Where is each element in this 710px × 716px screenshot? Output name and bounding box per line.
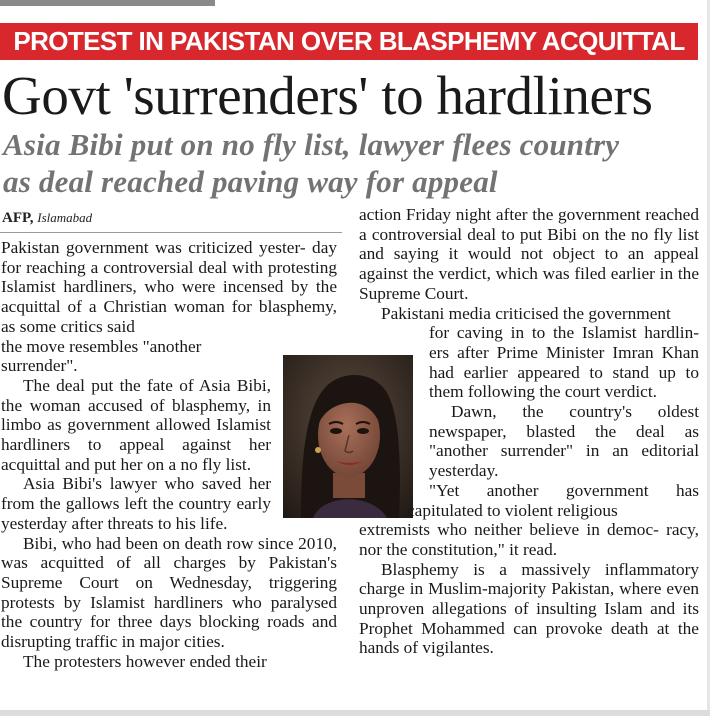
- paragraph: The protesters however ended their: [23, 651, 267, 671]
- byline-rule: [0, 232, 342, 233]
- bottom-border: [0, 710, 710, 716]
- paragraph: "Yet another government has capitulated to violent religious extremists who neither believe in democ- racy, nor the constitution," it read.: [359, 480, 699, 559]
- deck-line: as deal reached paving way for appeal: [3, 164, 498, 199]
- headline: Govt 'surrenders' to hardliners: [2, 65, 653, 126]
- paragraph: Pakistani media criticised the government: [381, 303, 671, 323]
- paragraph: Bibi, who had been on death row since 2010, was acquitted of all charges by Pakistan's Supreme Court on Wednesday, triggering protests by Islamist hardliners who paralysed the country for three days blocking roads and disrupting traffic in major cities.: [1, 533, 337, 652]
- paragraph: Pakistan government was criticized yester- day for reaching a controversial deal with protesting Islamist hardliners, who were incensed by the acquittal of a Christian woman for blasphemy, as some critics said the move resembles "another surrender".: [1, 238, 338, 376]
- byline-place: Islamabad: [37, 210, 93, 225]
- paragraph: for caving in to the Islamist hardlin- ers after Prime Minister Imran Khan had earlier appeared to stand up to them following the court verdict.: [429, 323, 699, 402]
- byline-agency: AFP,: [2, 210, 34, 226]
- paragraph: action Friday night after the government reached a controversial deal to put Bibi on the no fly list and saying it would not object to an appeal against the verdict, which was filed earlier in the Supreme Court.: [359, 205, 699, 303]
- top-border: [0, 0, 215, 6]
- byline: [2, 210, 92, 227]
- paragraph: Dawn, the country's oldest newspaper, blasted the deal as "another surrender" in an editorial yesterday.: [429, 402, 699, 481]
- deck: [3, 126, 693, 200]
- paragraph: Asia Bibi's lawyer who saved her from the gallows left the country early yesterday after threats to his life.: [1, 474, 271, 533]
- kicker-banner: PROTEST IN PAKISTAN OVER BLASPHEMY ACQUITTAL: [0, 23, 698, 60]
- paragraph: Blasphemy is a massively inflammatory charge in Muslim-majority Pakistan, where even unproven allegations of insulting Islam and its Prophet Mohammed can provoke death at the hands of vigilantes.: [359, 559, 700, 658]
- deck-line: Asia Bibi put on no fly list, lawyer flees country: [3, 127, 620, 162]
- paragraph: The deal put the fate of Asia Bibi, the woman accused of blasphemy, in limbo as government allowed Islamist hardliners to appeal against her acquittal and put her on a no fly list.: [1, 375, 271, 474]
- article-column-2: [359, 205, 699, 658]
